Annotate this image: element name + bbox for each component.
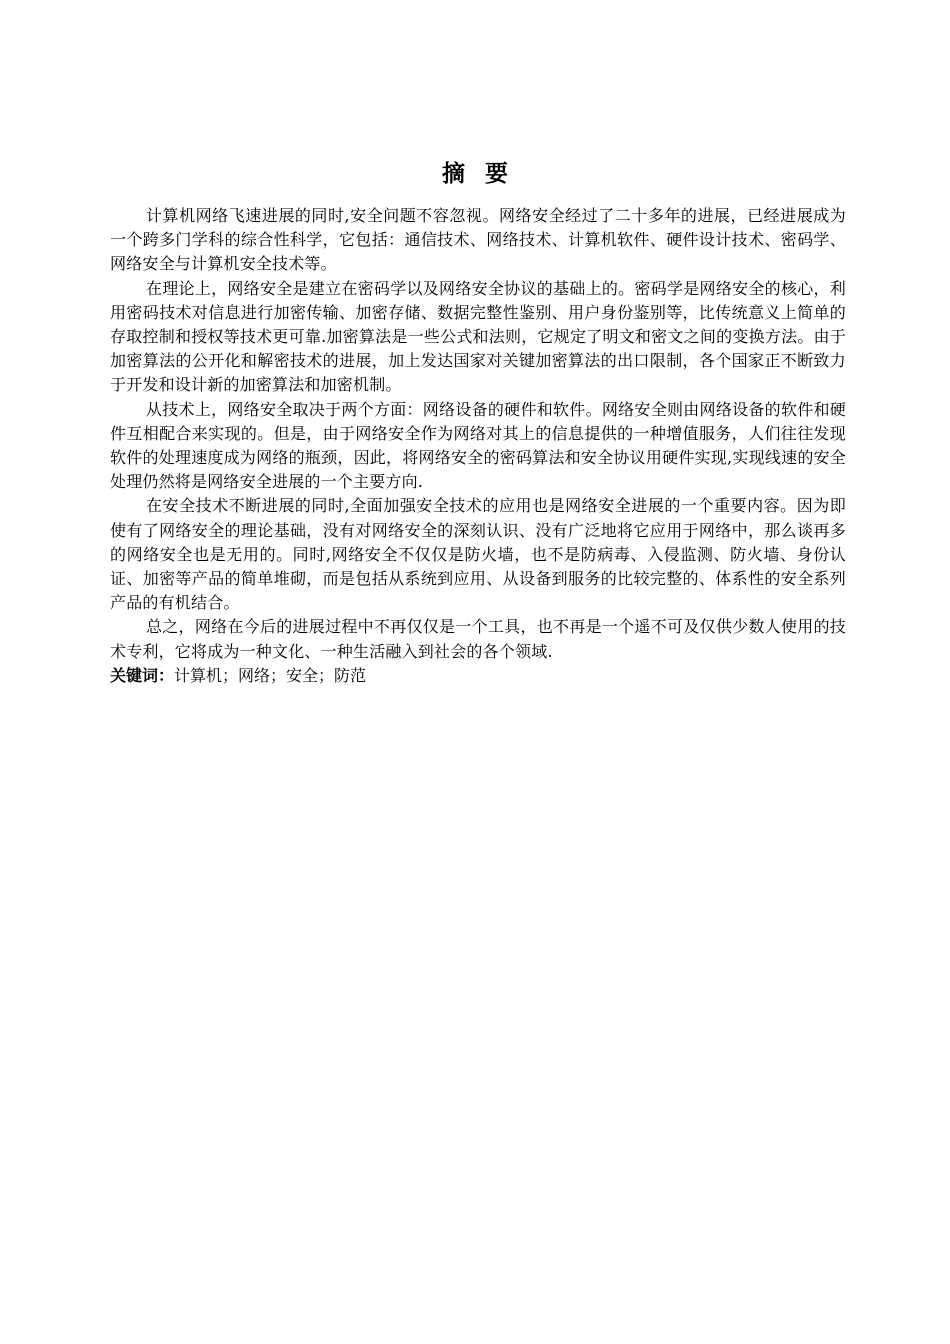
abstract-paragraph-3: 从技术上，网络安全取决于两个方面：网络设备的硬件和软件。网络安全则由网络设备的软件和硬件互相配合来实现的。但是，由于网络安全作为网络对其上的信息提供的一种增值服务，人们往往发现软件的处理速度成为网络的瓶颈，因此，将网络安全的密码算法和安全协议用硬件实现,实现线速的安全处理仍然将是网络安全进展的一个主要方向. xyxy=(110,399,846,492)
keywords-value: 计算机；网络；安全；防范 xyxy=(174,665,367,685)
abstract-paragraph-4: 在安全技术不断进展的同时,全面加强安全技术的应用也是网络安全进展的一个重要内容。因为即使有了网络安全的理论基础，没有对网络安全的深刻认识、没有广泛地将它应用于网络中，那么谈再多的网络安全也是无用的。同时,网络安全不仅仅是防火墙，也不是防病毒、入侵监测、防火墙、身份认证、加密等产品的简单堆砌，而是包括从系统到应用、从设备到服务的比较完整的、体系性的安全系列产品的有机结合。 xyxy=(110,496,846,613)
keywords-line xyxy=(110,664,846,688)
abstract-paragraph-5: 总之，网络在今后的进展过程中不再仅仅是一个工具，也不再是一个遥不可及仅供少数人使用的技术专利，它将成为一种文化、一种生活融入到社会的各个领域. xyxy=(110,617,846,661)
keywords-label: 关键词： xyxy=(110,665,175,685)
abstract-title: 摘 要 xyxy=(441,161,514,187)
document-page xyxy=(110,158,846,688)
abstract-paragraph-1: 计算机网络飞速进展的同时,安全问题不容忽视。网络安全经过了二十多年的进展，已经进展成为一个跨多门学科的综合性科学，它包括：通信技术、网络技术、计算机软件、硬件设计技术、密码学、网络安全与计算机安全技术等。 xyxy=(110,206,846,274)
abstract-paragraph-2: 在理论上，网络安全是建立在密码学以及网络安全协议的基础上的。密码学是网络安全的核心，利用密码技术对信息进行加密传输、加密存储、数据完整性鉴别、用户身份鉴别等，比传统意义上简单的存取控制和授权等技术更可靠.加密算法是一些公式和法则，它规定了明文和密文之间的变换方法。由于加密算法的公开化和解密技术的进展，加上发达国家对关键加密算法的出口限制，各个国家正不断致力于开发和设计新的加密算法和加密机制。 xyxy=(110,278,846,395)
